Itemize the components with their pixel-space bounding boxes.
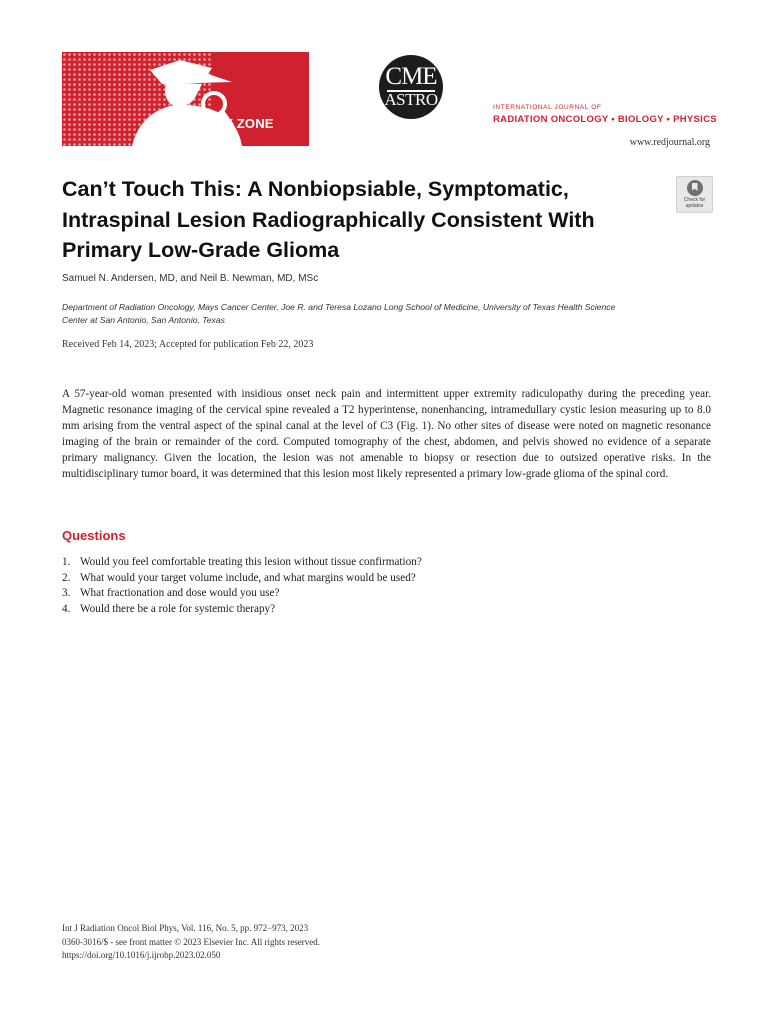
footer-doi-link[interactable]: https://doi.org/10.1016/j.ijrobp.2023.02.050 [62, 950, 221, 960]
case-description: A 57-year-old woman presented with insidious onset neck pain and intermittent upper extremity radiculopathy during the preceding year. Magnetic resonance imaging of the cervical spine revealed a T2 hyperintense, nonenhancing, intramedullary cystic lesion measuring up to 8.0 mm arising from the ventral aspect of the spinal canal at the level of C3 (Fig. 1). No other sites of disease were noted on magnetic resonance imaging of the brain or remainder of the cord. Computed tomography of the chest, abdomen, and pelvis showed no evidence of a separate primary malignancy. Given the location, the lesion was not amenable to biopsy or resection due to outsized operative risks. In the multidisciplinary tumor board, it was determined that this lesion most likely represented a primary low-grade glioma of the spinal cord. [62, 388, 711, 481]
question-item: 4. Would there be a role for systemic therapy? [62, 602, 276, 615]
section-label: GRAY ZONE [196, 116, 274, 131]
article-title: Can’t Touch This: A Nonbiopsiable, Symptomatic, Intraspinal Lesion Radiographically Consistent With Primary Low-Grade Glioma [62, 177, 595, 262]
gray-zone-banner [62, 52, 309, 146]
check-for-updates-label: Check for updates [683, 197, 706, 209]
article-authors: Samuel N. Andersen, MD, and Neil B. Newman, MD, MSc [62, 273, 319, 284]
footer-citation: Int J Radiation Oncol Biol Phys, Vol. 116, No. 5, pp. 972−973, 2023 [62, 923, 309, 933]
footer [62, 922, 320, 963]
question-item: 1. Would you feel comfortable treating this lesion without tissue confirmation? [62, 556, 422, 568]
cme-logo-line1: CME [385, 63, 437, 90]
journal-name: RADIATION ONCOLOGY • BIOLOGY • PHYSICS [493, 114, 717, 125]
detective-silhouette-icon [62, 52, 309, 146]
footer-copyright: 0360-3016/$ - see front matter © 2023 Elsevier Inc. All rights reserved. [62, 936, 321, 947]
received-dates: Received Feb 14, 2023; Accepted for publication Feb 22, 2023 [62, 339, 314, 350]
article-affiliation: Department of Radiation Oncology, Mays Cancer Center, Joe R. and Teresa Lozano Long School of Medicine, University of Texas Health Science Center at San Antonio, San Antonio, Texas [62, 302, 616, 325]
question-item: 2. What would your target volume include, and what margins would be used? [62, 571, 416, 584]
questions-list [62, 555, 422, 617]
questions-heading: Questions [62, 528, 126, 543]
journal-url[interactable]: www.redjournal.org [629, 137, 710, 148]
question-item: 3. What fractionation and dose would you use? [62, 587, 280, 599]
journal-subtitle: INTERNATIONAL JOURNAL OF [493, 104, 602, 111]
cme-astro-logo [379, 55, 443, 119]
cme-logo-line2: ASTRO [384, 90, 438, 109]
bookmark-icon [687, 180, 703, 196]
check-for-updates-button[interactable] [676, 176, 713, 213]
